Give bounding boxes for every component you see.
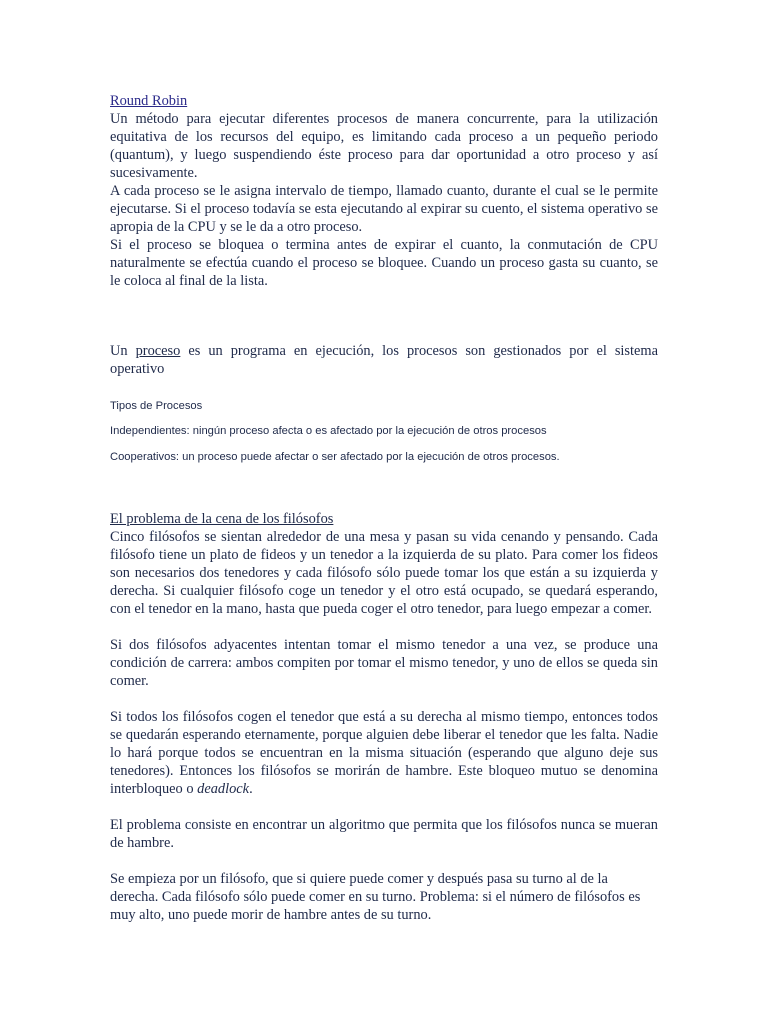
filosofos-paragraph-3: Si todos los filósofos cogen el tenedor que está a su derecha al mismo tiempo, entonces todos se quedarán esperando eternamente, porque alguien debe liberar el tenedor que les falta. Nadie lo hará porque todos se encuentran en la misma situación (esperando que alguno deje sus tenedores). Entonces los filósofos se morirán de hambre. Este bloqueo mutuo se denomina interbloqueo o deadlock. [110, 709, 658, 797]
tipos-independientes: Independientes: ningún proceso afecta o es afectado por la ejecución de otros procesos [110, 425, 547, 437]
filosofos-paragraph-2: Si dos filósofos adyacentes intentan tomar el mismo tenedor a una vez, se produce una condición de carrera: ambos compiten por tomar el mismo tenedor, y uno de ellos se queda sin comer. [110, 637, 658, 689]
filosofos-section [110, 510, 658, 924]
round-robin-paragraph-2: A cada proceso se le asigna intervalo de tiempo, llamado cuanto, durante el cual se le permite ejecutarse. Si el proceso todavía se esta ejecutando al expirar su cuento, el sistema operativo se apropia de la CPU y se le da a otro proceso. [110, 183, 658, 235]
tipos-section [110, 399, 658, 464]
round-robin-section [110, 92, 658, 290]
tipos-title: Tipos de Procesos [110, 400, 203, 412]
round-robin-paragraph-3: Si el proceso se bloquea o termina antes de expirar el cuanto, la conmutación de CPU naturalmente se efectúa cuando el proceso se bloquee. Cuando un proceso gasta su cuanto, se le coloca al final de la lista. [110, 237, 658, 289]
filosofos-paragraph-1: Cinco filósofos se sientan alrededor de una mesa y pasan su vida cenando y pensando. Cada filósofo tiene un plato de fideos y un tenedor a la izquierda de su plato. Para comer los fideos son necesarios dos tenedores y cada filósofo sólo puede tomar los que están a su izquierda y derecha. Si cualquier filósofo coge un tenedor y el otro está ocupado, se quedará esperando, con el tenedor en la mano, hasta que pueda coger el otro tenedor, para luego empezar a comer. [110, 529, 658, 617]
filosofos-paragraph-5: Se empieza por un filósofo, que si quiere puede comer y después pasa su turno al de la derecha. Cada filósofo sólo puede comer en su turno. Problema: si el número de filósofos es muy alto, uno puede morir de hambre antes de su turno. [110, 871, 641, 923]
deadlock-term: deadlock [197, 781, 250, 797]
proceso-link[interactable]: proceso [135, 343, 181, 359]
filosofos-paragraph-4: El problema consiste en encontrar un algoritmo que permita que los filósofos nunca se mueran de hambre. [110, 817, 658, 851]
tipos-cooperativos: Cooperativos: un proceso puede afectar o ser afectado por la ejecución de otros procesos. [110, 451, 560, 463]
round-robin-paragraph-1: Un método para ejecutar diferentes procesos de manera concurrente, para la utilización equitativa de los recursos del equipo, es limitando cada proceso a un pequeño periodo (quantum), y luego suspendiendo éste proceso para dar oportunidad a otro proceso y así sucesivamente. [110, 111, 658, 181]
round-robin-title[interactable]: Round Robin [110, 93, 188, 109]
proceso-paragraph: Un proceso es un programa en ejecución, los procesos son gestionados por el sistema operativo [110, 343, 658, 377]
filosofos-title: El problema de la cena de los filósofos [110, 511, 334, 527]
proceso-definition [110, 342, 658, 378]
